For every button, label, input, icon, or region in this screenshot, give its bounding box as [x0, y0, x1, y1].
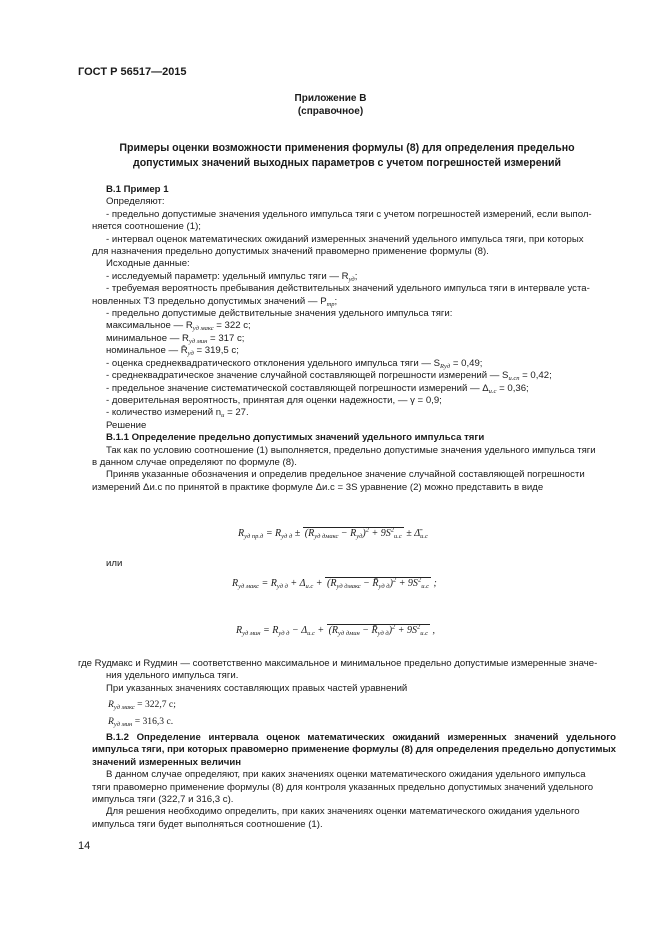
appendix-note: (справочное) — [297, 106, 364, 117]
item-line: няется соотношение (1); — [92, 221, 201, 233]
item-line: для назначения предельно допустимых значений правомерно применение формулы (8). — [92, 246, 489, 258]
results-block — [92, 683, 616, 728]
paragraph-line: При указанных значениях составляющих правых частей уравнений — [106, 683, 408, 694]
section-title — [112, 141, 582, 171]
paragraph-line: Так как по условию соотношение (1) выполняется, предельно допустимые значения удельного импульса тяги — [106, 444, 596, 456]
item-line: - предельно допустимые значения удельного импульса тяги с учетом погрешностей измерений, если выпол- — [106, 208, 592, 220]
value-min: = 317 с; — [210, 332, 245, 344]
item-line: - интервал оценок математических ожиданий измеренных значений удельного импульса тяги, при которых — [106, 233, 584, 245]
appendix-title: Приложение В — [294, 93, 367, 104]
paragraph-line: импульса тяги будет выполняться соотношение (1). — [92, 818, 323, 830]
value-delta: = 0,36; — [499, 382, 529, 394]
data-line-text: - среднеквадратическое значение случайной составляющей погрешности измерений — S — [106, 370, 509, 382]
document-header: ГОСТ Р 56517—2015 — [78, 66, 187, 78]
data-line: минимальное — $R_{уд мин} = 317$ с; — [106, 332, 245, 345]
section-title-line: Примеры оценки возможности применения формулы (8) для определения предельно — [119, 142, 575, 154]
value-max: = 322 с; — [216, 320, 251, 332]
data-line: - требуемая вероятность пребывания действительных значений удельного импульса тяги в интервале уста- — [106, 283, 590, 295]
paragraph-line: измерений Δи.с по принятой в практике формуле Δи.с = 3S уравнение (2) можно представить в виде — [92, 481, 544, 493]
solution-label: Решение — [106, 419, 147, 431]
determine-label: Определяют: — [106, 196, 165, 208]
data-line: номинальное — $R̄_{уд} = 319,5$ с; — [106, 345, 239, 358]
data-line: - исследуемый параметр: удельный импульс тяги — $R_{уд}$; — [106, 270, 358, 283]
subsection-heading-part: В.1.2 Определение интервала оценок математических ожиданий измеренных значений удельного импульса тяги, при которых правомерно применение формулы (8) для определения предельно допустимых — [92, 732, 616, 756]
data-line: - количество измерений $n_и = 27$. — [106, 407, 249, 420]
data-line-text: новленных ТЗ предельно допустимых значений — P — [92, 295, 327, 307]
data-line: - предельное значение систематической составляющей погрешности измерений — $\Delta_{и.с} = 0,36$; — [106, 382, 529, 395]
data-line-text: - оценка среднеквадратического отклонения удельного импульса тяги — S — [106, 357, 441, 369]
data-line-text: максимальное — R — [106, 320, 193, 332]
result-min: $R_{уд мин} = 316,3$ с. — [108, 715, 174, 728]
data-line-text: - предельное значение систематической составляющей погрешности измерений — Δ — [106, 382, 489, 394]
data-line: максимальное — $R_{уд макс} = 322$ с; — [106, 320, 251, 333]
data-line: - среднеквадратическое значение случайной составляющей погрешности измерений — $S_{и.сп} = 0,42$; — [106, 370, 552, 383]
where-block — [78, 658, 616, 683]
subsection-heading — [92, 732, 616, 769]
paragraph-line: импульса тяги (322,7 и 316,3 с). — [92, 794, 234, 806]
value-n: = 27. — [227, 407, 249, 419]
data-line: новленных ТЗ предельно допустимых значений — $P_{тр}$; — [92, 295, 338, 308]
value-sigma: = 0,49; — [452, 357, 483, 369]
value-scp: = 0,42; — [522, 370, 552, 382]
formula-max: $R_{уд макс} = R_{уд д} + \Delta_{и.с} + (R_{уд дмакс}$ − $R̄_{уд д})^2 + 9S^2_{и.с}$ ; — [232, 576, 437, 590]
page-number: 14 — [78, 840, 91, 852]
data-line: - доверительная вероятность, принятая для оценки надежности, — γ = 0,9; — [106, 394, 442, 406]
body-text-bottom — [92, 732, 616, 831]
or-block — [92, 558, 616, 570]
where-line: где Rудмакс и Rудмин — соответственно максимальное и минимальное предельно допустимые измеренные значе- — [78, 658, 598, 669]
data-line: - оценка среднеквадратического отклонения удельного импульса тяги — $S_{Rуд} = 0,49$; — [106, 357, 483, 370]
or-label: или — [106, 558, 123, 569]
paragraph-line: в данном случае определяют по формуле (8). — [92, 456, 297, 468]
result-min-value: = 316,3 с. — [134, 715, 174, 727]
data-line-text: номинальное — R̄ — [106, 345, 188, 357]
body-text-top — [92, 184, 616, 494]
section-title-line: допустимых значений выходных параметров с учетом погрешностей измерений — [132, 157, 562, 169]
data-line-text: - исследуемый параметр: удельный импульс тяги — R — [106, 270, 349, 282]
paragraph-line: Приняв указанные обозначения и определив предельное значение случайной составляющей погрешности — [106, 469, 585, 481]
paragraph-line: Для решения необходимо определить, при каких значениях оценки математического ожидания удельного — [106, 806, 580, 818]
where-line: ния удельного импульса тяги. — [106, 670, 239, 682]
formula-min: $R_{уд мин} = R_{уд д} - \Delta_{и.с} + (R_{уд дмин}$ − $R̄_{уд д})^2 + 9S^2_{и.с}$ , — [236, 623, 436, 637]
initial-data-label: Исходные данные: — [106, 258, 190, 270]
paragraph-line: тяги правомерно применение формулы (8) для контроля указанных предельно допустимых значений удельного — [92, 781, 594, 793]
result-max: $R_{уд макс} = 322,7$ с; — [108, 699, 176, 712]
paragraph-line: В данном случае определяют, при каких значениях оценки математического ожидания удельного импульса — [106, 769, 586, 781]
data-line-text: минимальное — R — [106, 332, 189, 344]
example-heading: В.1 Пример 1 — [106, 184, 169, 195]
data-line: - предельно допустимые действительные значения удельного импульса тяги: — [106, 308, 453, 320]
data-line-text: - количество измерений n — [106, 407, 222, 419]
result-max-value: = 322,7 с; — [137, 699, 176, 711]
formula-pr: $R_{уд пр.д} = R_{уд д} \pm (R_{уд дмакс} - R_{уд})^2 + 9S^2_{и.с}$ ± $\Deltā_{и.с}$ — [238, 526, 428, 540]
subsection-heading-part: значений измеренных величин — [92, 756, 242, 768]
subsection-heading: В.1.1 Определение предельно допустимых значений удельного импульса тяги — [106, 432, 485, 444]
value-nom: = 319,5 с; — [196, 345, 239, 357]
